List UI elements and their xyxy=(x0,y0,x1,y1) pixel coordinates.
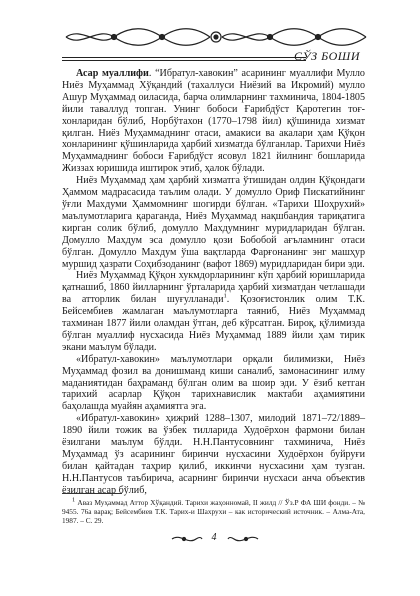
paragraph-3: Ниёз Муҳаммад Қўқон хукмдорларининг кўп ҳарбий юришларида қатнашиб, 1860 йилларнинг ўрталарида ҳарбий хизматдан четлашади ва атторлик билан шуғулланади$^1$. Қозоғистонлик олим Т.К. Бейсембиев жамлаган маълумотларга таяниб, Ниёз Муҳаммад тахминан 1877 йили оламдан ўтган, деб кўрсатган. Бироқ, қўлимизда бўлган муаллиф нусхасида Ниёз Муҳаммад 1889 йили ҳам тирик экани маълум бўлади. xyxy=(62,270,365,353)
header-rule-bottom xyxy=(62,60,306,61)
paragraph-2: Ниёз Муҳаммад ҳам ҳарбий хизматга ўтишидан олдин Қўқондаги Ҳаммом мадрасасида таълим олади. У домулло Ориф Пискатийнинг ўғли Махдуми Ҳаммомнинг шогирди бўлган. «Тарихи Шоҳрухий» маълумотларига қараганда, Ниёз Муҳаммад нақшбандия тариқатига кирган солик бўлиб, домулло Махдумнинг муридларидан бўлган. Домулло Махдум эса домулло қози Бобобой ағъламнинг отаси бўлган. Домулло Махдум ўша вақтларда Фарғонанинг энг машҳур муршид ҳазрати Соҳибзоданинг (вафот 1869) муридларидан бири эди. xyxy=(62,175,365,270)
section-lead: Асар муаллифи xyxy=(76,68,149,79)
footnote: $^1$ Авaз Муҳаммад Аттор Хўқандий. Тарихи жаҳонномай, II жилд // Ўз.Р ФА ШИ фонди. – № 9455. 76а варақ; Бейсембиев Т.К. Тарих-и Шахрухи – как исторический источник. – Алма-Ата, 1987. – С. 29. xyxy=(62,496,365,526)
running-head: СЎЗ БОШИ xyxy=(294,49,360,63)
body-text xyxy=(62,68,365,497)
footnote-reference[interactable]: 1 xyxy=(223,292,227,300)
page-number: 4 xyxy=(211,532,217,543)
header-ornament xyxy=(62,26,370,48)
footnote-rule xyxy=(62,493,122,494)
footnote-mark: 1 xyxy=(72,496,76,504)
paragraph-5: «Ибратул-хавокин» ҳижрий 1288–1307, милодий 1871–72/1889–1890 йили тожик ва ўзбек тилларида Худоёрхон фармони билан ёзилгани маълум бўлди. Н.Н.Пантусовнинг тахминича, Ниёз Муҳаммад ўз асарининг биринчи нусхасини Худоёрхон буйруғи билан қайтадан таҳрир қилиб, иккинчи нусхасини ҳам тузган. Н.Н.Пантусов таъбирича, асарнинг биринчи нусхаси анча объектив ёзилган асар бўлиб, xyxy=(62,413,365,496)
paragraph-1: Асар муаллифи. “Ибратул-хавокин” асарининг муаллифи Мулло Ниёз Муҳаммад Хўқандий (тахаллуси Ниёзий ва Икромий) мулло Ашур Муҳаммад оиласида, барча олимларнинг тахминича, 1804-1805 йили таваллуд топган. Унинг бобоси Ғарибдўст Қаротегин тоғ-хонларидан бўлиб, Норбўтахон (1770–1798 йил) қўшинида хизмат қилган. Ниёз Муҳаммаднинг отаси, амакиси ва акалари ҳам Қўқон хонларининг қўшинларида ҳарбий хизматда бўлганлар. Тарихчи Ниёз Муҳаммаднинг бобоси Ғарибдўст ясовул 1821 йилнинг бошларида Жиззах юришида иштирок этиб, ҳалок бўлади. xyxy=(62,68,365,175)
paragraph-4: «Ибратул-хавокин» маълумотлари орқали билимизки, Ниёз Муҳаммад фозил ва донишманд киши саналиб, замонасининг илму маданиятидан баҳраманд бўлган олим ва шоир эди. У ёзиб кетган тарихий асарлар Қўқон тарихнавислик мактаби аҳамиятини баҳолашда муайян аҳамиятга эга. xyxy=(62,353,365,413)
header-rule-top xyxy=(62,57,306,58)
